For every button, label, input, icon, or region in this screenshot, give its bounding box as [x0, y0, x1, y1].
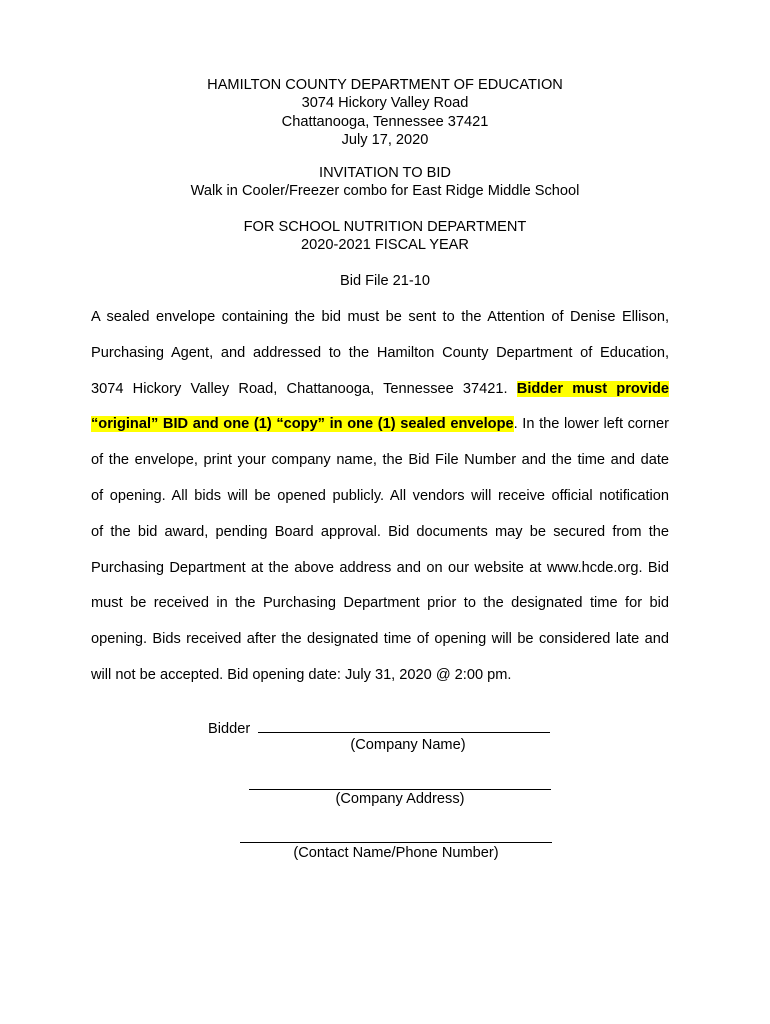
- paragraph-line: of opening. All bids will be opened publicly. All vendors will receive official notification: [91, 487, 669, 504]
- fiscal-year: 2020-2021 FISCAL YEAR: [301, 237, 469, 254]
- highlighted-requirement: Bidder must provide: [516, 380, 669, 397]
- document-date: July 17, 2020: [341, 131, 429, 148]
- paragraph-line: [91, 372, 669, 408]
- paragraph-line: Purchasing Agent, and addressed to the Hamilton County Department of Education,: [91, 344, 669, 361]
- company-name-line[interactable]: [258, 718, 550, 733]
- invitation-heading: [0, 164, 770, 201]
- bidder-signature-row: [208, 718, 550, 738]
- letterhead: [0, 76, 770, 149]
- company-address-caption: (Company Address): [335, 791, 465, 807]
- paragraph-line: opening. Bids received after the designated time of opening will be considered late and: [91, 631, 669, 648]
- department-heading: [0, 218, 770, 255]
- paragraph-line: of the envelope, print your company name, the Bid File Number and the time and date: [91, 452, 669, 469]
- contact-caption: (Contact Name/Phone Number): [293, 845, 499, 861]
- paragraph-line: must be received in the Purchasing Department prior to the designated time for bid: [91, 595, 669, 612]
- highlighted-requirement: “original” BID and one (1) “copy” in one (1) sealed envelope: [91, 416, 514, 433]
- invitation-title: INVITATION TO BID: [319, 165, 451, 181]
- company-name-caption: (Company Name): [350, 737, 466, 753]
- paragraph-line: [91, 407, 669, 443]
- org-name: HAMILTON COUNTY DEPARTMENT OF EDUCATION: [207, 77, 563, 93]
- department-line: FOR SCHOOL NUTRITION DEPARTMENT: [243, 219, 527, 235]
- bidder-label: Bidder: [208, 721, 251, 737]
- bid-file-number: Bid File 21-10: [339, 273, 431, 289]
- company-address-line[interactable]: [249, 775, 551, 790]
- invitation-subtitle: Walk in Cooler/Freezer combo for East Ridge Middle School: [190, 183, 580, 200]
- street-address: 3074 Hickory Valley Road: [301, 95, 469, 112]
- city-state-zip: Chattanooga, Tennessee 37421: [281, 113, 489, 130]
- instructions-paragraph: [91, 300, 669, 694]
- paragraph-line: will not be accepted. Bid opening date: July 31, 2020 @ 2:00 pm.: [91, 666, 512, 683]
- paragraph-text: . In the lower left corner: [513, 416, 669, 433]
- bid-file-heading: [0, 272, 770, 290]
- paragraph-line: Purchasing Department at the above address and on our website at www.hcde.org. Bid: [91, 559, 669, 576]
- paragraph-line: A sealed envelope containing the bid must be sent to the Attention of Denise Ellison,: [91, 309, 669, 325]
- paragraph-text: 3074 Hickory Valley Road, Chattanooga, Tennessee 37421.: [91, 380, 517, 397]
- contact-line[interactable]: [240, 828, 552, 843]
- paragraph-line: of the bid award, pending Board approval. Bid documents may be secured from the: [91, 523, 669, 540]
